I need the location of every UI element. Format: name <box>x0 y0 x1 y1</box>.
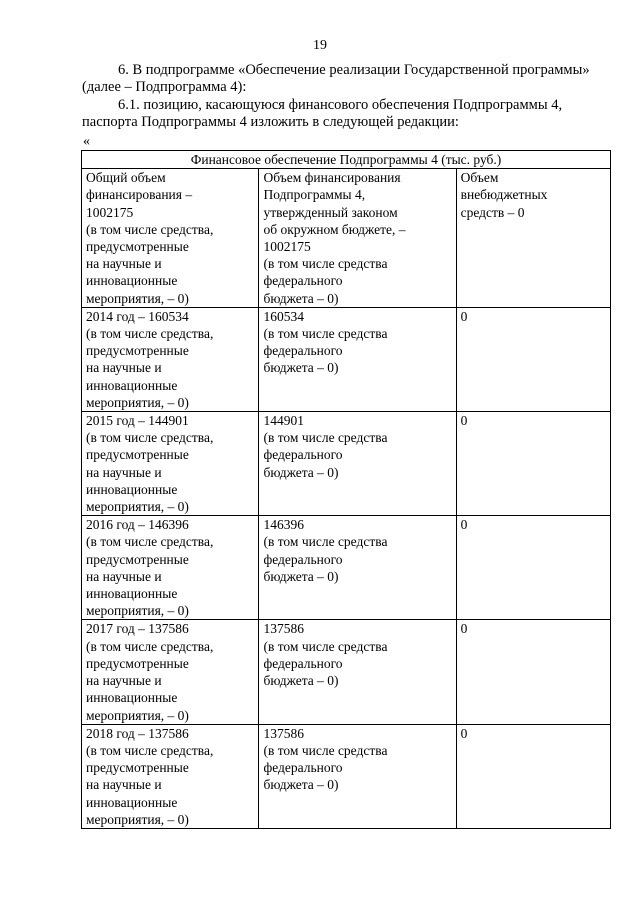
cell-text-line: предусмотренные <box>86 551 189 567</box>
year-budget-cell <box>259 620 456 724</box>
header-budget-cell <box>259 169 456 308</box>
table-row <box>82 412 611 516</box>
cell-text-line: (в том числе средства <box>263 256 388 272</box>
cell-text-line: мероприятия, – 0) <box>86 394 189 410</box>
financing-table <box>81 150 611 829</box>
cell-text-line: (в том числе средства <box>263 742 388 758</box>
cell-text-line: на научные и <box>86 464 162 480</box>
cell-text-line: Подпрограммы 4, <box>263 187 366 203</box>
cell-text-line: бюджета – 0) <box>263 568 339 584</box>
paragraph2-line2: паспорта Подпрограммы 4 изложить в следующей редакции: <box>82 114 459 130</box>
year-extrabudget-cell: 0 <box>456 412 610 516</box>
cell-text-line: 1002175 <box>263 239 311 255</box>
year-total-cell <box>82 724 259 828</box>
paragraph-subprogram-intro <box>82 62 610 96</box>
table-header-row <box>82 169 611 308</box>
paragraph-amendment <box>82 97 610 131</box>
cell-text-line: 137586 <box>263 621 304 637</box>
cell-text-line: бюджета – 0) <box>263 290 339 306</box>
year-budget-cell <box>259 412 456 516</box>
cell-text-line: федерального <box>263 551 343 567</box>
table-row <box>82 724 611 828</box>
cell-text-line: инновационные <box>86 273 178 289</box>
cell-text-line: инновационные <box>86 586 178 602</box>
cell-text-line: федерального <box>263 655 343 671</box>
opening-quote-mark: « <box>83 134 90 149</box>
cell-text-line: бюджета – 0) <box>263 673 339 689</box>
cell-text-line: 144901 <box>263 413 304 429</box>
cell-text-line: (в том числе средства, <box>86 430 214 446</box>
cell-text-line: мероприятия, – 0) <box>86 707 189 723</box>
cell-text-line: федерального <box>263 343 343 359</box>
cell-text-line: мероприятия, – 0) <box>86 603 189 619</box>
year-budget-cell <box>259 724 456 828</box>
cell-text-line: об окружном бюджете, – <box>263 221 406 237</box>
year-extrabudget-cell: 0 <box>456 724 610 828</box>
cell-text-line: бюджета – 0) <box>263 777 339 793</box>
cell-text-line: предусмотренные <box>86 239 189 255</box>
cell-text-line: мероприятия, – 0) <box>86 290 189 306</box>
cell-text-line: утвержденный законом <box>263 204 398 220</box>
cell-text-line: (в том числе средства, <box>86 326 214 342</box>
header-total-cell <box>82 169 259 308</box>
cell-text-line: инновационные <box>86 481 178 497</box>
cell-text-line: предусмотренные <box>86 447 189 463</box>
cell-text-line: (в том числе средства <box>263 430 388 446</box>
table-row <box>82 307 611 411</box>
year-total-cell <box>82 307 259 411</box>
cell-text-line: бюджета – 0) <box>263 464 339 480</box>
page-number: 19 <box>313 38 327 53</box>
cell-text-line: 146396 <box>263 517 304 533</box>
cell-text-line: федерального <box>263 760 343 776</box>
cell-text-line: Общий объем <box>86 170 166 186</box>
cell-text-line: 137586 <box>263 725 304 741</box>
cell-text-line: 2015 год – 144901 <box>86 413 189 429</box>
year-total-cell <box>82 412 259 516</box>
cell-text-line: инновационные <box>86 377 178 393</box>
cell-text-line: на научные и <box>86 673 162 689</box>
cell-text-line: Объем <box>460 170 499 186</box>
cell-text-line: мероприятия, – 0) <box>86 811 189 827</box>
cell-text-line: (в том числе средства <box>263 534 388 550</box>
year-budget-cell <box>259 307 456 411</box>
year-extrabudget-cell: 0 <box>456 516 610 620</box>
cell-text-line: на научные и <box>86 568 162 584</box>
cell-text-line: предусмотренные <box>86 655 189 671</box>
year-total-cell <box>82 620 259 724</box>
cell-text-line: (в том числе средства, <box>86 221 214 237</box>
year-total-cell <box>82 516 259 620</box>
cell-text-line: внебюджетных <box>460 187 548 203</box>
cell-text-line: на научные и <box>86 360 162 376</box>
cell-text-line: (в том числе средства <box>263 326 388 342</box>
cell-text-line: предусмотренные <box>86 343 189 359</box>
year-extrabudget-cell: 0 <box>456 307 610 411</box>
cell-text-line: на научные и <box>86 256 162 272</box>
cell-text-line: (в том числе средства, <box>86 638 214 654</box>
table-title-row <box>82 151 611 169</box>
cell-text-line: федерального <box>263 273 343 289</box>
paragraph1-line1: 6. В подпрограмме «Обеспечение реализации Государственной программы» <box>118 62 590 78</box>
cell-text-line: 2017 год – 137586 <box>86 621 189 637</box>
cell-text-line: инновационные <box>86 690 178 706</box>
cell-text-line: 2014 год – 160534 <box>86 308 189 324</box>
cell-text-line: мероприятия, – 0) <box>86 499 189 515</box>
paragraph2-line1: 6.1. позицию, касающуюся финансового обеспечения Подпрограммы 4, <box>118 97 563 113</box>
cell-text-line: (в том числе средства, <box>86 534 214 550</box>
cell-text-line: 1002175 <box>86 204 134 220</box>
cell-text-line: 2016 год – 146396 <box>86 517 189 533</box>
cell-text-line: на научные и <box>86 777 162 793</box>
table-row <box>82 620 611 724</box>
table-row <box>82 516 611 620</box>
cell-text-line: финансирования – <box>86 187 193 203</box>
cell-text-line: бюджета – 0) <box>263 360 339 376</box>
cell-text-line: средств – 0 <box>460 204 525 220</box>
cell-text-line: 160534 <box>263 308 304 324</box>
cell-text-line: Объем финансирования <box>263 170 401 186</box>
cell-text-line: 2018 год – 137586 <box>86 725 189 741</box>
year-budget-cell <box>259 516 456 620</box>
cell-text-line: предусмотренные <box>86 760 189 776</box>
cell-text-line: (в том числе средства, <box>86 742 214 758</box>
cell-text-line: федерального <box>263 447 343 463</box>
cell-text-line: инновационные <box>86 794 178 810</box>
year-extrabudget-cell: 0 <box>456 620 610 724</box>
header-extrabudget-cell <box>456 169 610 308</box>
table-title: Финансовое обеспечение Подпрограммы 4 (тыс. руб.) <box>82 151 611 169</box>
cell-text-line: (в том числе средства <box>263 638 388 654</box>
paragraph1-line2: (далее – Подпрограмма 4): <box>82 79 247 95</box>
